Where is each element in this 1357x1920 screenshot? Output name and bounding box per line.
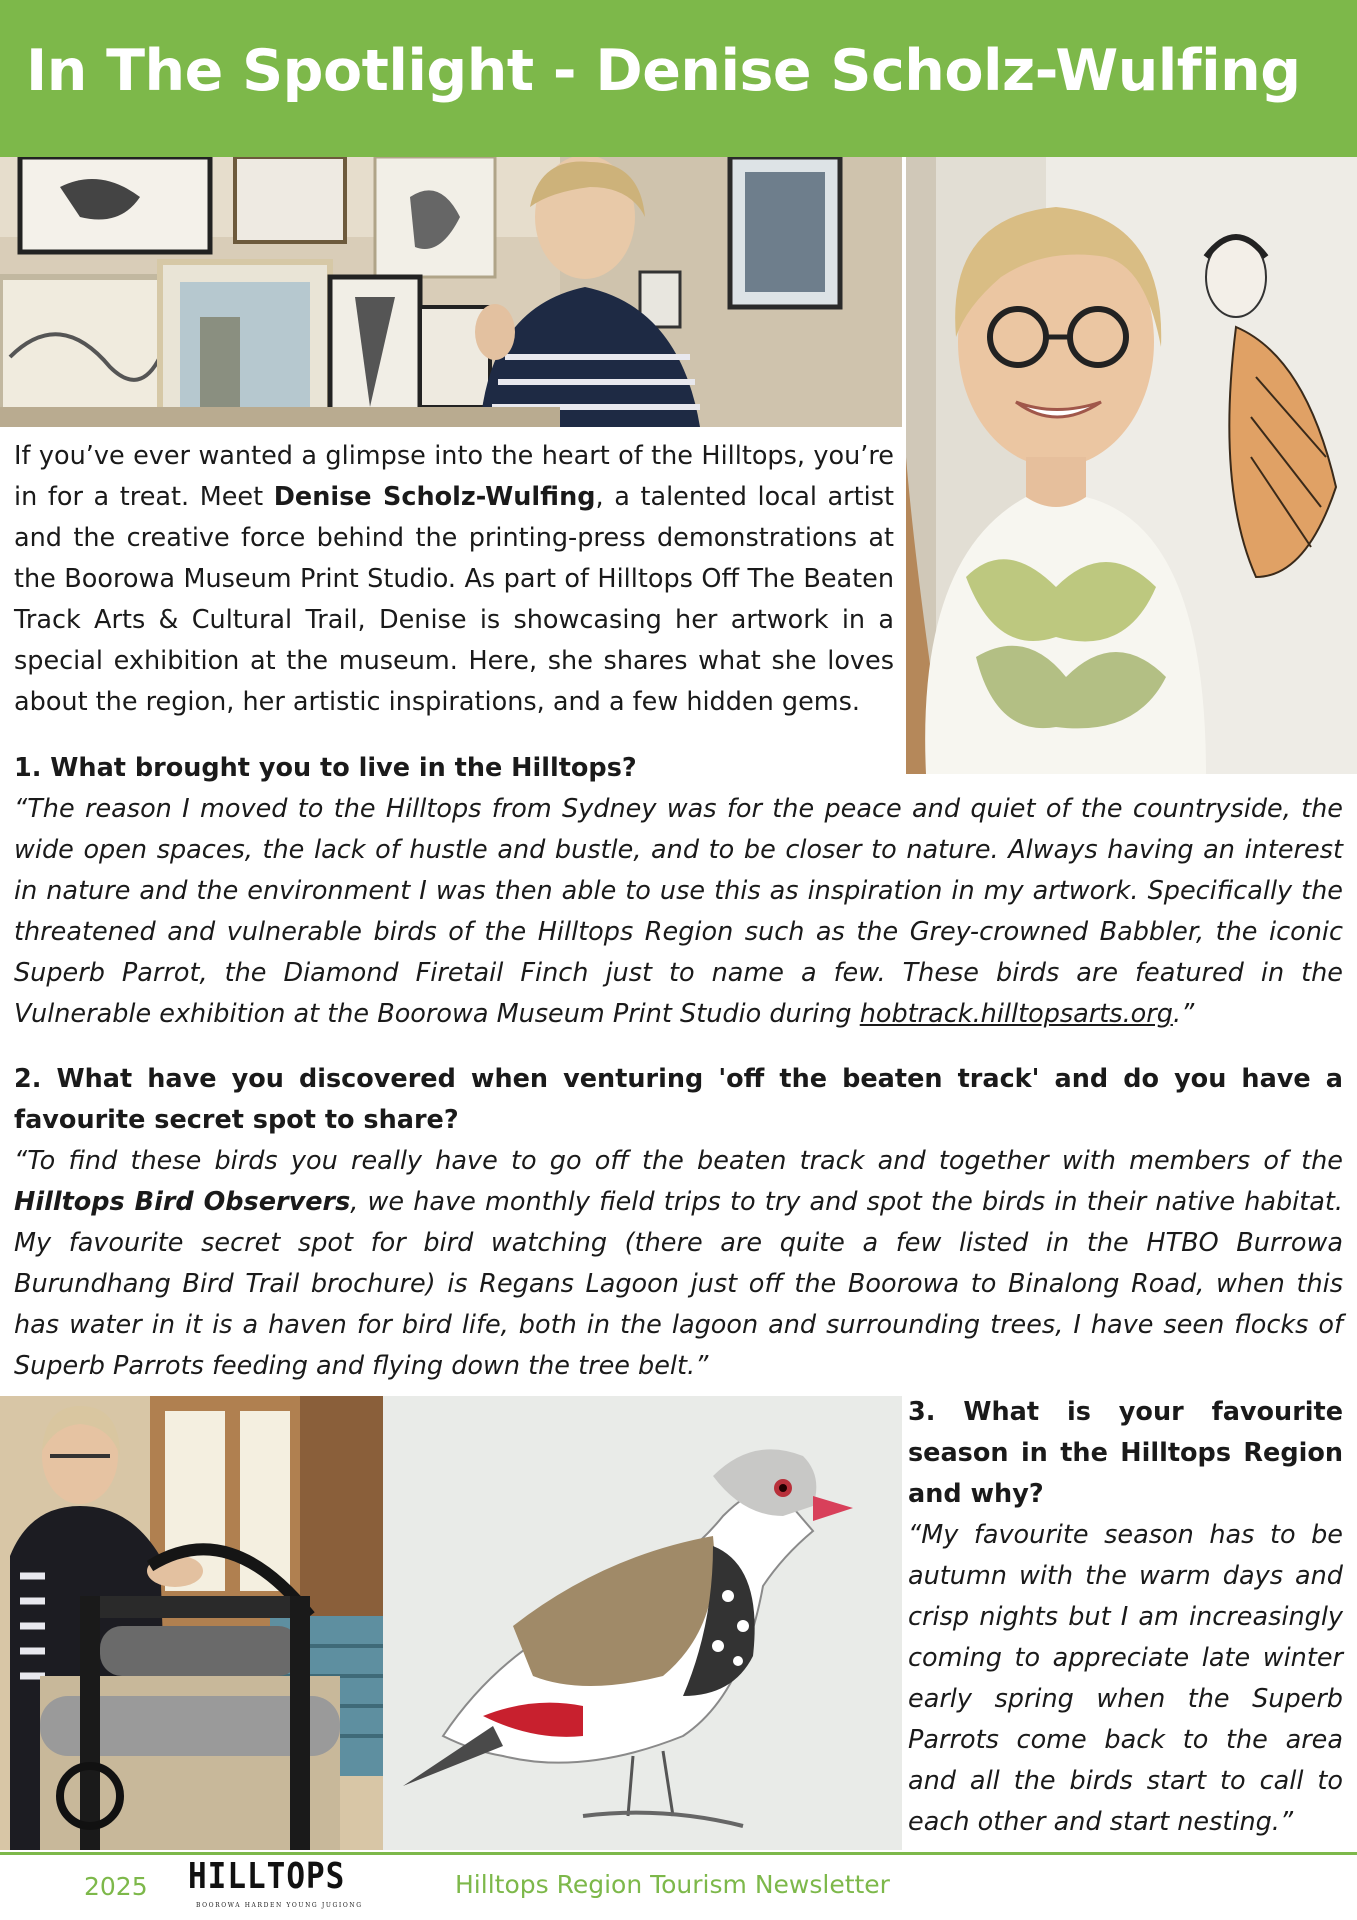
hilltops-logo-word: HILLTOPS xyxy=(188,1856,346,1898)
question-2: 2. What have you discovered when venturing 'off the beaten track' and do you have a favourite secret spot to share? xyxy=(14,1064,1343,1135)
answer-2: “To find these birds you really have to go off the beaten track and together with members of the Hilltops Bird Observers, we have monthly field trips to try and spot the birds in their native habitat. My favourite secret spot for bird watching (there are quite a few listed in the HTBO Burrowa Burundhang Bird Trail brochure) is Regans Lagoon just off the Boorowa to Binalong Road, when this has water in it is a haven for bird life, both in the lagoon and surrounding trees, I have seen flocks of Superb Parrots feeding and flying down the tree belt.” xyxy=(14,1146,1343,1381)
question-3: 3. What is your favourite season in the Hilltops Region and why? xyxy=(908,1397,1343,1509)
question-1: 1. What brought you to live in the Hilltops? xyxy=(14,753,637,783)
hilltops-logo-towns: BOOROWA HARDEN YOUNG JUGIONG xyxy=(196,1902,363,1909)
artist-name: Denise Scholz-Wulfing xyxy=(273,482,596,512)
printing-press-photo xyxy=(0,1396,383,1850)
footer-newsletter-title: Hilltops Region Tourism Newsletter xyxy=(455,1870,890,1899)
answer-3: “My favourite season has to be autumn with the warm days and crisp nights but I am increasingly coming to appreciate late winter early spring when the Superb Parrots come back to the area and all the birds start to call to each other and start nesting.” xyxy=(908,1520,1343,1837)
bird-observers-name: Hilltops Bird Observers xyxy=(14,1187,351,1217)
page-header xyxy=(0,0,1357,157)
hobtrack-link[interactable]: hobtrack.hilltopsarts.org xyxy=(859,999,1173,1029)
footer-divider xyxy=(0,1852,1357,1855)
finch-drawing-photo xyxy=(383,1396,902,1850)
studio-photo xyxy=(0,157,902,427)
hilltops-logo xyxy=(188,1856,363,1916)
intro-paragraph: If you’ve ever wanted a glimpse into the heart of the Hilltops, you’re in for a treat. Meet Denise Scholz-Wulfing, a talented local artist and the creative force behind the printing-press demonstrations at the Boorowa Museum Print Studio. As part of Hilltops Off The Beaten Track Arts & Cultural Trail, Denise is showcasing her artwork in a special exhibition at the museum. Here, she shares what she loves about the region, her artistic inspirations, and a few hidden gems. xyxy=(14,441,895,717)
portrait-photo xyxy=(906,157,1357,774)
footer-year: 2025 xyxy=(84,1872,148,1901)
answer-1: “The reason I moved to the Hilltops from Sydney was for the peace and quiet of the countryside, the wide open spaces, the lack of hustle and bustle, and to be closer to nature. Always having an interest in nature and the environment I was then able to use this as inspiration in my artwork. Specifically the threatened and vulnerable birds of the Hilltops Region such as the Grey-crowned Babbler, the iconic Superb Parrot, the Diamond Firetail Finch just to name a few. These birds are featured in the Vulnerable exhibition at the Boorowa Museum Print Studio during hobtrack.hilltopsarts.org.” xyxy=(14,794,1343,1029)
page-title: In The Spotlight - Denise Scholz-Wulfing xyxy=(26,38,1301,104)
